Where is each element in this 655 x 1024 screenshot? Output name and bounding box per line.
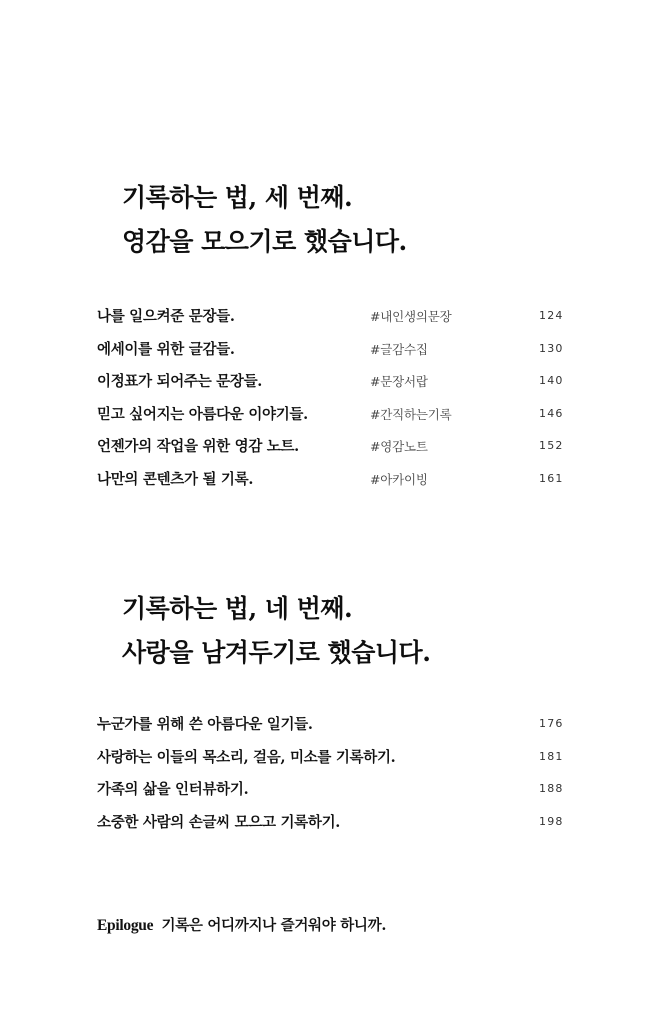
toc-entry-title: 누군가를 위해 쓴 아름다운 일기들. xyxy=(97,716,313,733)
toc-entry[interactable] xyxy=(97,715,567,748)
section-heading-line: 기록하는 법, 네 번째. xyxy=(122,594,353,623)
toc-entry-page: 181 xyxy=(539,749,564,763)
toc-entry-title: 믿고 싶어지는 아름다운 이야기들. xyxy=(97,405,308,423)
toc-entry[interactable] xyxy=(97,307,567,340)
toc-entry-tag: #내인생의문장 xyxy=(370,309,452,324)
toc-entry-title: 이정표가 되어주는 문장들. xyxy=(97,373,263,390)
toc-entry-page: 146 xyxy=(539,406,564,420)
toc-entry[interactable] xyxy=(97,470,567,503)
toc-entry-page: 198 xyxy=(539,814,564,828)
toc-entry-title: 에세이를 위한 글감들. xyxy=(97,340,235,358)
epilogue-label: Epilogue xyxy=(97,917,154,934)
toc-entry[interactable] xyxy=(97,405,567,438)
section-four-heading xyxy=(122,587,430,675)
toc-entry-title: 소중한 사람의 손글씨 모으고 기록하기. xyxy=(97,813,341,831)
toc-entry-page: 130 xyxy=(539,341,564,355)
toc-entry-tag: #간직하는기록 xyxy=(370,406,452,422)
section-three-heading xyxy=(122,176,407,264)
section-heading-line: 사랑을 남겨두기로 했습니다. xyxy=(122,638,431,667)
toc-entry-title: 나만의 콘텐츠가 될 기록. xyxy=(97,470,254,488)
epilogue-entry[interactable] xyxy=(97,916,386,936)
section-three-toc xyxy=(97,307,567,502)
toc-entry-page: 176 xyxy=(539,717,564,730)
toc-entry-tag: #아카이빙 xyxy=(370,471,428,487)
toc-entry-page: 188 xyxy=(539,782,564,795)
toc-entry-page: 152 xyxy=(539,439,564,452)
toc-entry[interactable] xyxy=(97,748,567,781)
epilogue-title: 기록은 어디까지나 즐거워야 하니까. xyxy=(161,917,387,934)
section-four-toc xyxy=(97,715,567,845)
toc-entry-title: 가족의 삶을 인터뷰하기. xyxy=(97,781,249,798)
toc-entry-page: 124 xyxy=(539,309,564,322)
toc-entry-page: 161 xyxy=(539,471,564,485)
toc-entry[interactable] xyxy=(97,780,567,813)
section-heading-line: 영감을 모으기로 했습니다. xyxy=(122,227,407,256)
toc-entry-title: 나를 일으켜준 문장들. xyxy=(97,308,235,325)
toc-entry[interactable] xyxy=(97,340,567,373)
toc-entry[interactable] xyxy=(97,813,567,846)
toc-entry-title: 사랑하는 이들의 목소리, 걸음, 미소를 기록하기. xyxy=(97,748,396,766)
section-heading-line: 기록하는 법, 세 번째. xyxy=(122,183,353,212)
toc-entry-tag: #영감노트 xyxy=(370,439,428,454)
toc-entry-page: 140 xyxy=(539,374,564,387)
toc-entry-title: 언젠가의 작업을 위한 영감 노트. xyxy=(97,438,299,455)
toc-entry-tag: #글감수집 xyxy=(370,341,428,357)
toc-entry-tag: #문장서랍 xyxy=(370,374,428,389)
toc-entry[interactable] xyxy=(97,437,567,470)
toc-entry[interactable] xyxy=(97,372,567,405)
